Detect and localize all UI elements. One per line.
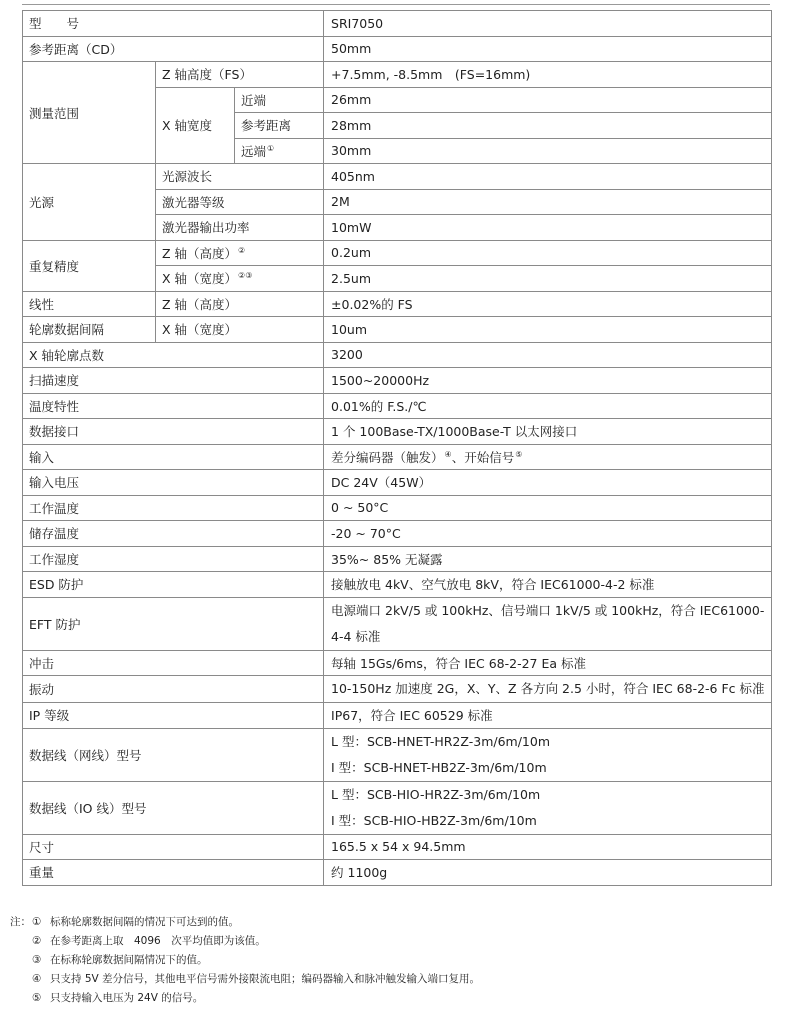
table-row <box>23 291 772 317</box>
row-label: X 轴轮廓点数 <box>23 342 324 368</box>
row-value: 0.01%的 F.S./℃ <box>324 393 772 419</box>
top-rule <box>22 4 770 5</box>
row-label: 振动 <box>23 676 324 703</box>
row-label: 数据线（IO 线）型号 <box>23 781 324 834</box>
table-row <box>23 676 772 703</box>
footnotes <box>10 913 480 1008</box>
row-value: +7.5mm, -8.5mm (FS=16mm) <box>324 62 772 88</box>
footnote-item <box>10 989 480 1008</box>
table-row <box>23 444 772 470</box>
table-row <box>23 342 772 368</box>
footnote-number: ③ <box>32 954 42 966</box>
group-label: 轮廓数据间隔 <box>23 317 156 343</box>
row-label: 工作温度 <box>23 495 324 521</box>
row-value: 50mm <box>324 36 772 62</box>
table-row <box>23 62 772 88</box>
value-part: 差分编码器（触发） <box>331 449 444 465</box>
footnote-text: 只支持输入电压为 24V 的信号。 <box>50 992 204 1004</box>
notes-prefix: 注： <box>10 916 31 928</box>
footnote-marker: ②③ <box>238 271 253 281</box>
row-label: 型 号 <box>23 11 324 37</box>
row-value: 0.2um <box>324 240 772 266</box>
sub-label <box>156 266 324 292</box>
row-value: 10um <box>324 317 772 343</box>
table-row <box>23 419 772 445</box>
sub-label: 激光器输出功率 <box>156 215 324 241</box>
row-value: SRI7050 <box>324 11 772 37</box>
row-value: 每轴 15Gs/6ms，符合 IEC 68-2-27 Ea 标准 <box>324 650 772 676</box>
row-value: 电源端口 2kV/5 或 100kHz、信号端口 1kV/5 或 100kHz，符合 IEC61000-4-4 标准 <box>324 597 772 650</box>
row-label: 重量 <box>23 860 324 886</box>
footnote-number: ④ <box>32 973 42 985</box>
value-line: L 型：SCB-HIO-HR2Z-3m/6m/10m <box>331 786 541 802</box>
row-value: 接触放电 4kV、空气放电 8kV，符合 IEC61000-4-2 标准 <box>324 572 772 598</box>
table-row <box>23 572 772 598</box>
group-label: 测量范围 <box>23 62 156 164</box>
footnote-text: 在标称轮廓数据间隔情况下的值。 <box>50 954 208 966</box>
row-label: 数据线（网线）型号 <box>23 728 324 781</box>
footnote-item <box>10 951 480 970</box>
row-label: 温度特性 <box>23 393 324 419</box>
value-line: I 型：SCB-HNET-HB2Z-3m/6m/10m <box>331 759 547 775</box>
sub2-label <box>235 138 324 164</box>
footnote-item <box>10 970 480 989</box>
sub-label: 光源波长 <box>156 164 324 190</box>
row-label: EFT 防护 <box>23 597 324 650</box>
row-value: 35%~ 85% 无凝露 <box>324 546 772 572</box>
footnote-item <box>10 913 480 932</box>
table-row <box>23 546 772 572</box>
table-row <box>23 393 772 419</box>
sub-label: Z 轴高度（FS） <box>156 62 324 88</box>
row-value: 28mm <box>324 113 772 139</box>
row-label: 工作湿度 <box>23 546 324 572</box>
footnote-number: ② <box>32 935 42 947</box>
row-value: 1500~20000Hz <box>324 368 772 394</box>
row-value: IP67，符合 IEC 60529 标准 <box>324 703 772 729</box>
footnote-number: ⑤ <box>32 992 42 1004</box>
table-row <box>23 164 772 190</box>
row-value: 2.5um <box>324 266 772 292</box>
table-row <box>23 368 772 394</box>
footnote-item <box>10 932 480 951</box>
table-row <box>23 728 772 781</box>
table-row <box>23 860 772 886</box>
row-value: 1 个 100Base-TX/1000Base-T 以太网接口 <box>324 419 772 445</box>
footnote-marker: ⑤ <box>515 449 523 459</box>
table-row <box>23 703 772 729</box>
group-label: 线性 <box>23 291 156 317</box>
table-row <box>23 240 772 266</box>
row-value: ±0.02%的 FS <box>324 291 772 317</box>
row-label: 扫描速度 <box>23 368 324 394</box>
sub2-label: 参考距离 <box>235 113 324 139</box>
group-label: 重复精度 <box>23 240 156 291</box>
spec-table <box>22 10 772 886</box>
footnote-marker: ② <box>238 245 246 255</box>
row-value <box>324 781 772 834</box>
table-row <box>23 36 772 62</box>
row-label: 数据接口 <box>23 419 324 445</box>
row-value: 10mW <box>324 215 772 241</box>
row-value: 10-150Hz 加速度 2G，X、Y、Z 各方向 2.5 小时，符合 IEC 68-2-6 Fc 标准 <box>324 676 772 703</box>
footnote-marker: ① <box>267 143 275 153</box>
table-row <box>23 11 772 37</box>
sub-text: Z 轴（高度） <box>162 245 238 261</box>
row-value <box>324 444 772 470</box>
table-row <box>23 781 772 834</box>
table-row <box>23 495 772 521</box>
row-value: 0 ~ 50°C <box>324 495 772 521</box>
row-label: 冲击 <box>23 650 324 676</box>
row-value: 26mm <box>324 87 772 113</box>
table-row <box>23 597 772 650</box>
sub-label: 激光器等级 <box>156 189 324 215</box>
table-row <box>23 521 772 547</box>
value-line: I 型：SCB-HIO-HB2Z-3m/6m/10m <box>331 812 537 828</box>
sub-label: Z 轴（高度） <box>156 291 324 317</box>
row-label: 尺寸 <box>23 834 324 860</box>
table-row <box>23 834 772 860</box>
row-value: 2M <box>324 189 772 215</box>
table-row <box>23 470 772 496</box>
footnote-text: 只支持 5V 差分信号，其他电平信号需外接限流电阻；编码器输入和脉冲触发输入端口复用。 <box>50 973 481 985</box>
row-value: 30mm <box>324 138 772 164</box>
row-value: 3200 <box>324 342 772 368</box>
table-row <box>23 317 772 343</box>
sub-label: X 轴宽度 <box>156 87 235 164</box>
row-label: ESD 防护 <box>23 572 324 598</box>
value-line: L 型：SCB-HNET-HR2Z-3m/6m/10m <box>331 733 551 749</box>
row-value: DC 24V（45W） <box>324 470 772 496</box>
row-label: 输入 <box>23 444 324 470</box>
row-value: 约 1100g <box>324 860 772 886</box>
row-value: 165.5 x 54 x 94.5mm <box>324 834 772 860</box>
row-label: IP 等级 <box>23 703 324 729</box>
sub2-text: 远端 <box>241 143 267 159</box>
row-value <box>324 728 772 781</box>
row-label: 参考距离（CD） <box>23 36 324 62</box>
table-row <box>23 650 772 676</box>
sub-text: X 轴（宽度） <box>162 271 238 287</box>
row-label: 输入电压 <box>23 470 324 496</box>
row-value: 405nm <box>324 164 772 190</box>
sub-label: X 轴（宽度） <box>156 317 324 343</box>
value-part: 、开始信号 <box>451 449 515 465</box>
footnote-text: 在参考距离上取 4096 次平均值即为该值。 <box>50 935 266 947</box>
footnote-number: ① <box>32 916 42 928</box>
sub2-label: 近端 <box>235 87 324 113</box>
row-value: -20 ~ 70°C <box>324 521 772 547</box>
group-label: 光源 <box>23 164 156 241</box>
sub-label <box>156 240 324 266</box>
footnote-marker: ④ <box>444 449 452 459</box>
footnote-text: 标称轮廓数据间隔的情况下可达到的值。 <box>50 916 239 928</box>
row-label: 储存温度 <box>23 521 324 547</box>
